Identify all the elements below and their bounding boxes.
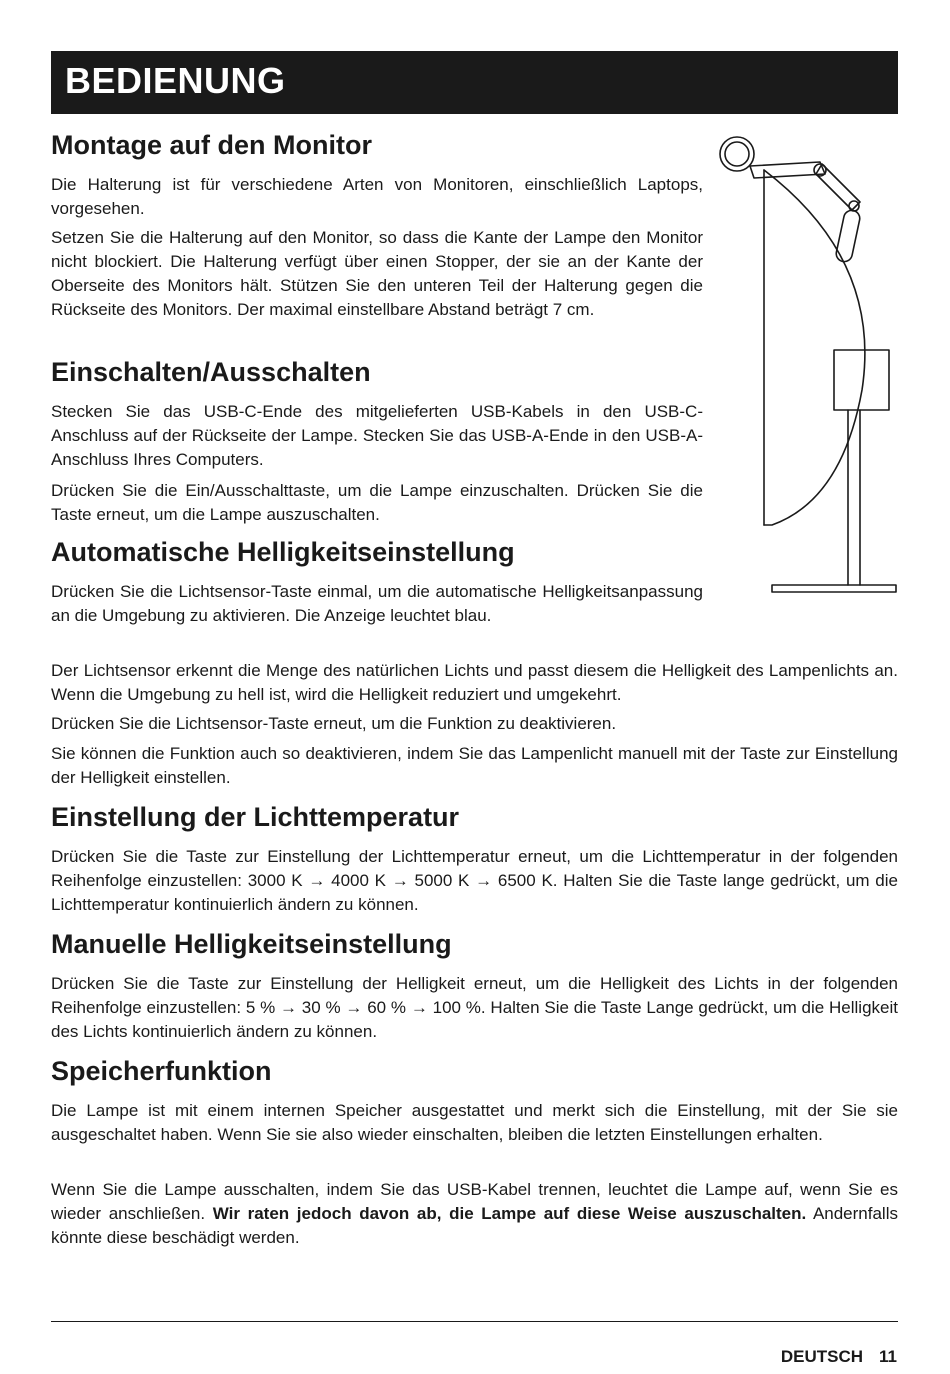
arm-joint	[849, 201, 859, 211]
page-title: BEDIENUNG	[65, 60, 286, 101]
paragraph: Stecken Sie das USB-C-Ende des mitgelieferten USB-Kabels in den USB-C-Anschluss auf der Rückseite der Lampe. Stecken Sie das USB-A-Ende in den USB-A-Anschluss Ihres Computers.	[51, 402, 703, 469]
footer-language: DEUTSCH	[780, 1347, 864, 1366]
paragraph: Drücken Sie die Ein/Ausschalttaste, um die Lampe einzuschalten. Drücken Sie die Taste erneut, um die Lampe auszuschalten.	[51, 481, 703, 524]
section-heading-einschalten: Einschalten/Ausschalten	[51, 357, 371, 387]
section-heading-manuelle-helligkeit: Manuelle Helligkeitseinstellung	[51, 929, 452, 959]
paragraph: Die Halterung ist für verschiedene Arten von Monitoren, einschließlich Laptops, vorgesehen.	[51, 175, 703, 218]
paragraph: Drücken Sie die Lichtsensor-Taste erneut, um die Funktion zu deaktivieren.	[51, 714, 617, 733]
lamp-head	[835, 209, 861, 263]
footer-divider	[51, 1321, 898, 1322]
paragraph: Sie können die Funktion auch so deaktivieren, indem Sie das Lampenlicht manuell mit der Taste zur Einstellung der Helligkeit einstellen.	[51, 744, 898, 787]
clamp-ring-inner	[725, 142, 749, 166]
paragraph-text: Wenn Sie die Lampe ausschalten, indem Sie das USB-Kabel trennen, leuchtet die Lampe auf, wenn Sie es wieder anschließen.	[51, 1180, 898, 1223]
section-heading-speicherfunktion: Speicherfunktion	[51, 1056, 272, 1086]
header-banner	[51, 51, 898, 114]
page-number: 11	[879, 1347, 897, 1366]
warning-text: Wir raten jedoch davon ab, die Lampe auf diese Weise auszuschalten.	[212, 1204, 807, 1223]
section-heading-lichttemperatur: Einstellung der Lichttemperatur	[51, 802, 460, 832]
section-heading-montage: Montage auf den Monitor	[51, 130, 372, 160]
paragraph: Der Lichtsensor erkennt die Menge des natürlichen Lichts und passt diesem die Helligkeit des Lampenlichts an. Wenn die Umgebung zu hell ist, wird die Helligkeit reduziert und umgekehrt.	[51, 661, 898, 704]
paragraph: Drücken Sie die Lichtsensor-Taste einmal, um die automatische Helligkeitsanpassung an die Umgebung zu aktivieren. Die Anzeige leuchtet blau.	[51, 582, 703, 625]
paragraph: Die Lampe ist mit einem internen Speicher ausgestattet und merkt sich die Einstellung, mit der Sie sie ausgeschaltet haben. Wenn Sie sie also wieder einschalten, bleiben die letzten Einstellungen erhalten.	[51, 1101, 898, 1144]
paragraph: Drücken Sie die Taste zur Einstellung der Lichttemperatur erneut, um die Lichttemperatur in der folgenden Reihenfolge einzustellen: 3000 K → 4000 K → 5000 K → 6500 K. Halten Sie die Taste lange gedrückt, um die Lichttemperatur kontinuierlich ändern zu können.	[51, 847, 898, 914]
footer	[781, 1347, 897, 1367]
monitor-base	[772, 585, 896, 592]
monitor-back	[764, 170, 865, 525]
paragraph: Drücken Sie die Taste zur Einstellung der Helligkeit erneut, um die Helligkeit des Lichts in der folgenden Reihenfolge einzustellen: 5 % → 30 % → 60 % → 100 %. Halten Sie die Taste Lange gedrückt, um die Helligkeit des Lichts kontinuierlich ändern zu können.	[51, 974, 898, 1041]
monitor-lamp-illustration	[712, 130, 902, 600]
paragraph-with-warning	[51, 1178, 898, 1250]
paragraph: Setzen Sie die Halterung auf den Monitor, so dass die Kante der Lampe den Monitor nicht blockiert. Die Halterung verfügt über einen Stopper, der sie an der Kante der Oberseite des Monitors hält. Stützen Sie den unteren Teil der Halterung gegen die Rückseite des Monitors. Der maximal einstellbare Abstand beträgt 7 cm.	[51, 228, 703, 319]
paragraph-text: Andernfalls könnte diese beschädigt werden.	[51, 1204, 898, 1247]
section-heading-automatische-helligkeit: Automatische Helligkeitseinstellung	[51, 537, 515, 567]
monitor-mount	[834, 350, 889, 410]
lamp-arm-lower	[816, 164, 860, 210]
